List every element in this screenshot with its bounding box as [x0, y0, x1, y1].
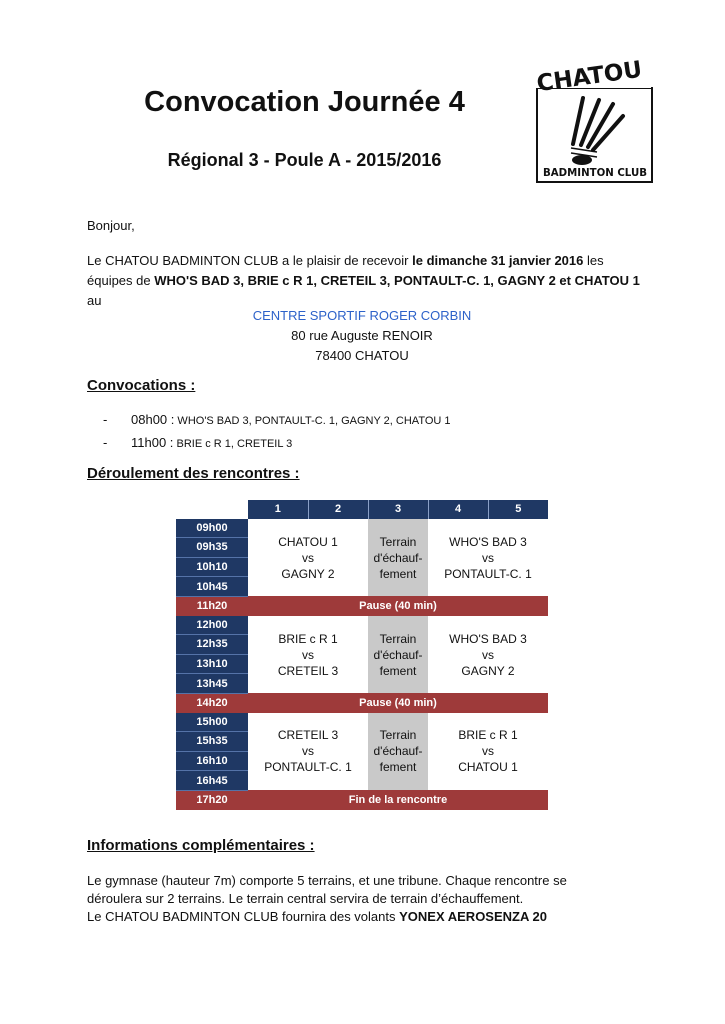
- venue-street: 80 rue Auguste RENOIR: [291, 328, 433, 343]
- venue-city: 78400 CHATOU: [315, 348, 409, 363]
- time-cell: 15h00: [176, 713, 248, 732]
- match-left: CRETEIL 3 vs PONTAULT-C. 1: [248, 713, 368, 791]
- time-cell: 12h35: [176, 635, 248, 655]
- court-header: 3: [368, 500, 428, 519]
- time-cell: 16h10: [176, 751, 248, 771]
- court-header: 5: [488, 500, 548, 519]
- greeting: Bonjour,: [87, 218, 135, 233]
- match-left: CHATOU 1 vs GAGNY 2: [248, 519, 368, 597]
- time-cell: 16h45: [176, 771, 248, 791]
- time-cell: 09h35: [176, 538, 248, 558]
- time-cell: 13h10: [176, 654, 248, 674]
- infos-heading: Informations complémentaires :: [87, 837, 315, 854]
- table-row: [176, 616, 548, 635]
- infos-paragraph: Le gymnase (hauteur 7m) comporte 5 terrains, et une tribune. Chaque rencontre se déroulera sur 2 terrains. Le terrain central servira de terrain d’échauffement. Le CHATOU BADMINTON CLUB fournira des volants YONEX AEROSENZA 20: [87, 873, 567, 924]
- time-cell: 10h10: [176, 557, 248, 577]
- court-header: 4: [428, 500, 488, 519]
- venue-name: CENTRE SPORTIF ROGER CORBIN: [252, 308, 472, 323]
- court-header: 2: [308, 500, 368, 519]
- time-cell: 14h20: [176, 693, 248, 712]
- match-right: WHO'S BAD 3 vs PONTAULT-C. 1: [428, 519, 548, 597]
- convocations-list: [103, 409, 623, 455]
- page-subtitle: Régional 3 - Poule A - 2015/2016: [167, 150, 442, 170]
- venue-address: [87, 306, 637, 366]
- court-header: 1: [248, 500, 308, 519]
- warmup-court: Terrain d'échauf- fement: [368, 616, 428, 694]
- logo-bottom-text: BADMINTON CLUB: [543, 166, 647, 179]
- table-row: [176, 713, 548, 732]
- pause-row: [176, 596, 548, 615]
- list-item: - 11h00 : BRIE c R 1, CRETEIL 3: [103, 435, 293, 450]
- warmup-court: Terrain d'échauf- fement: [368, 713, 428, 791]
- shuttlecock-icon: [573, 98, 623, 150]
- list-item: - 08h00 : WHO'S BAD 3, PONTAULT-C. 1, GAGNY 2, CHATOU 1: [103, 412, 451, 427]
- schedule-table: [176, 500, 548, 810]
- time-cell: 09h00: [176, 519, 248, 538]
- intro-paragraph: Le CHATOU BADMINTON CLUB a le plaisir de recevoir le dimanche 31 janvier 2016 les équipes de WHO'S BAD 3, BRIE c R 1, CRETEIL 3, PONTAULT-C. 1, GAGNY 2 et CHATOU 1 au: [87, 253, 640, 308]
- pause-row: [176, 693, 548, 712]
- page-title: Convocation Journée 4: [144, 86, 465, 118]
- pause-label: Pause (40 min): [248, 596, 548, 615]
- match-left: BRIE c R 1 vs CRETEIL 3: [248, 616, 368, 694]
- table-header-row: [176, 500, 548, 519]
- time-cell: 12h00: [176, 616, 248, 635]
- time-cell: 15h35: [176, 732, 248, 752]
- event-date: le dimanche 31 janvier 2016: [412, 253, 584, 268]
- time-cell: 11h20: [176, 596, 248, 615]
- time-cell: 13h45: [176, 674, 248, 694]
- logo-top-text: CHATOU: [535, 56, 644, 98]
- convocations-heading: Convocations :: [87, 377, 196, 394]
- match-right: BRIE c R 1 vs CHATOU 1: [428, 713, 548, 791]
- shuttle-brand: YONEX AEROSENZA 20: [399, 909, 547, 924]
- infos-section: [87, 836, 647, 856]
- pause-label: Pause (40 min): [248, 693, 548, 712]
- match-right: WHO'S BAD 3 vs GAGNY 2: [428, 616, 548, 694]
- pause-row: [176, 790, 548, 809]
- deroulement-section: [87, 464, 647, 484]
- convocations-section: [87, 376, 647, 396]
- table-row: [176, 519, 548, 538]
- team-list: WHO'S BAD 3, BRIE c R 1, CRETEIL 3, PONTAULT-C. 1, GAGNY 2 et CHATOU 1: [154, 273, 640, 288]
- warmup-court: Terrain d'échauf- fement: [368, 519, 428, 597]
- deroulement-heading: Déroulement des rencontres :: [87, 465, 300, 482]
- club-logo: [527, 52, 653, 184]
- end-label: Fin de la rencontre: [248, 790, 548, 809]
- time-cell: 17h20: [176, 790, 248, 809]
- time-cell: 10h45: [176, 577, 248, 597]
